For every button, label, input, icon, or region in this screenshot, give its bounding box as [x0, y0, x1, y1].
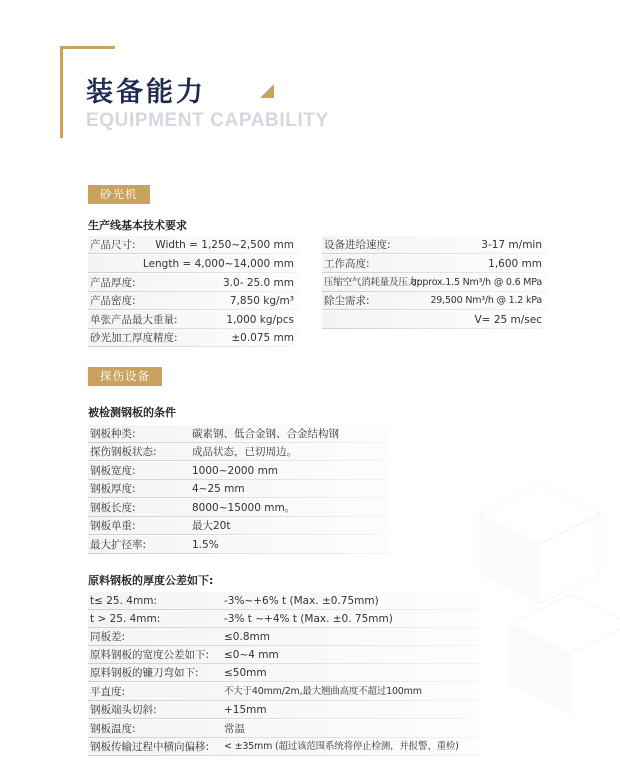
row-key: 除尘需求:	[324, 295, 370, 307]
row-value: ≤0~4 mm	[224, 649, 279, 661]
tolerance-row	[88, 664, 480, 682]
row-value: < ±35mm (超过该范围系统将停止检测，并报警、重检)	[224, 741, 459, 752]
tolerance-row	[88, 683, 480, 701]
row-key: t > 25. 4mm:	[90, 613, 161, 625]
row-value: 碳素钢、低合金钢、合金结构钢	[192, 428, 339, 440]
inspection-row	[88, 462, 388, 480]
row-value: -3%~+6% t (Max. ±0.75mm)	[224, 595, 379, 607]
inspection-row	[88, 480, 388, 498]
row-key: 钢板种类:	[90, 428, 136, 440]
tolerance-row	[88, 738, 480, 756]
row-key: 钢板端头切斜:	[90, 704, 157, 716]
tolerance-row	[88, 701, 480, 719]
tolerance-row	[88, 646, 480, 664]
row-value: 常温	[224, 723, 245, 735]
row-value: 1,000 kg/pcs	[226, 314, 294, 326]
row-value: 1000~2000 mm	[192, 465, 279, 477]
row-value: 8000~15000 mm。	[192, 502, 296, 514]
tolerance-row	[88, 610, 480, 628]
tolerance-subtitle: 原料钢板的厚度公差如下:	[88, 574, 214, 587]
sanding-left-row	[88, 311, 298, 329]
row-key: 钢板单重:	[90, 520, 136, 532]
tolerance-row	[88, 592, 480, 610]
inspection-row	[88, 499, 388, 517]
section-tag-sanding: 砂光机	[88, 185, 150, 204]
row-value: 成品状态，已切周边。	[192, 446, 297, 458]
row-key: 探伤钢板状态:	[90, 446, 157, 458]
sanding-subtitle: 生产线基本技术要求	[88, 219, 187, 232]
row-key: 工作高度:	[324, 258, 370, 270]
row-value: ≤50mm	[224, 667, 267, 679]
row-key: 钢板宽度:	[90, 465, 136, 477]
sanding-right-row	[322, 311, 546, 329]
sanding-right-row	[322, 274, 546, 292]
row-value: 3.0- 25.0 mm	[223, 277, 294, 289]
row-key: 最大扩径率:	[90, 539, 147, 551]
row-value: +15mm	[224, 704, 267, 716]
inspection-row	[88, 425, 388, 443]
sanding-left-row	[88, 329, 298, 347]
inspection-row	[88, 517, 388, 535]
inspection-subtitle: 被检测钢板的条件	[88, 406, 176, 419]
inspection-row	[88, 443, 388, 461]
sanding-right-row	[322, 236, 546, 254]
row-value: 7,850 kg/m³	[229, 295, 294, 307]
row-key: 设备进给速度:	[324, 239, 391, 251]
row-value: Width = 1,250~2,500 mm	[155, 239, 294, 251]
row-key: 平直度:	[90, 686, 126, 698]
row-key: 产品密度:	[90, 295, 136, 307]
row-value: ±0.075 mm	[231, 332, 294, 344]
sanding-left-row	[88, 236, 298, 254]
gold-triangle-accent	[260, 84, 274, 98]
row-value: 4~25 mm	[192, 483, 245, 495]
row-key: 单张产品最大重量:	[90, 314, 178, 326]
row-value: approx.1.5 Nm³/h @ 0.6 MPa	[410, 277, 542, 288]
tolerance-row	[88, 628, 480, 646]
row-value: 1.5%	[192, 539, 219, 551]
row-key: 产品厚度:	[90, 277, 136, 289]
row-key: 同板差:	[90, 631, 126, 643]
row-key: 钢板厚度:	[90, 483, 136, 495]
page-subtitle-english: EQUIPMENT CAPABILITY	[86, 110, 329, 131]
sanding-right-row	[322, 255, 546, 273]
row-key: 钢板长度:	[90, 502, 136, 514]
row-key: 原料钢板的宽度公差如下:	[90, 649, 210, 661]
page-title: 装备能力	[86, 77, 206, 108]
row-value: ≤0.8mm	[224, 631, 270, 643]
row-value: 最大20t	[192, 520, 231, 532]
row-key: 产品尺寸:	[90, 239, 136, 251]
sanding-left-row	[88, 292, 298, 310]
sanding-left-row	[88, 255, 298, 273]
row-value: Length = 4,000~14,000 mm	[142, 258, 294, 270]
row-value: -3% t ~+4% t (Max. ±0. 75mm)	[224, 613, 393, 625]
row-value: 3-17 m/min	[481, 239, 542, 251]
tolerance-row	[88, 720, 480, 738]
section-tag-inspection: 探伤设备	[88, 367, 162, 386]
row-value: 29,500 Nm³/h @ 1.2 kPa	[430, 295, 542, 306]
sanding-left-row	[88, 274, 298, 292]
row-value: 1,600 mm	[488, 258, 542, 270]
sanding-right-row	[322, 292, 546, 310]
row-key: 压缩空气消耗量及压力:	[324, 277, 421, 288]
row-key: 钢板传输过程中横向偏移:	[90, 741, 210, 753]
row-key: 砂光加工厚度精度:	[90, 332, 178, 344]
row-value: V= 25 m/sec	[474, 314, 542, 326]
row-key: 原料钢板的镰刀弯如下:	[90, 667, 199, 679]
row-value: 不大于40mm/2m,最大翘曲高度不超过100mm	[224, 686, 422, 697]
row-key: t≤ 25. 4mm:	[90, 595, 157, 607]
inspection-row	[88, 536, 388, 554]
row-key: 钢板温度:	[90, 723, 136, 735]
